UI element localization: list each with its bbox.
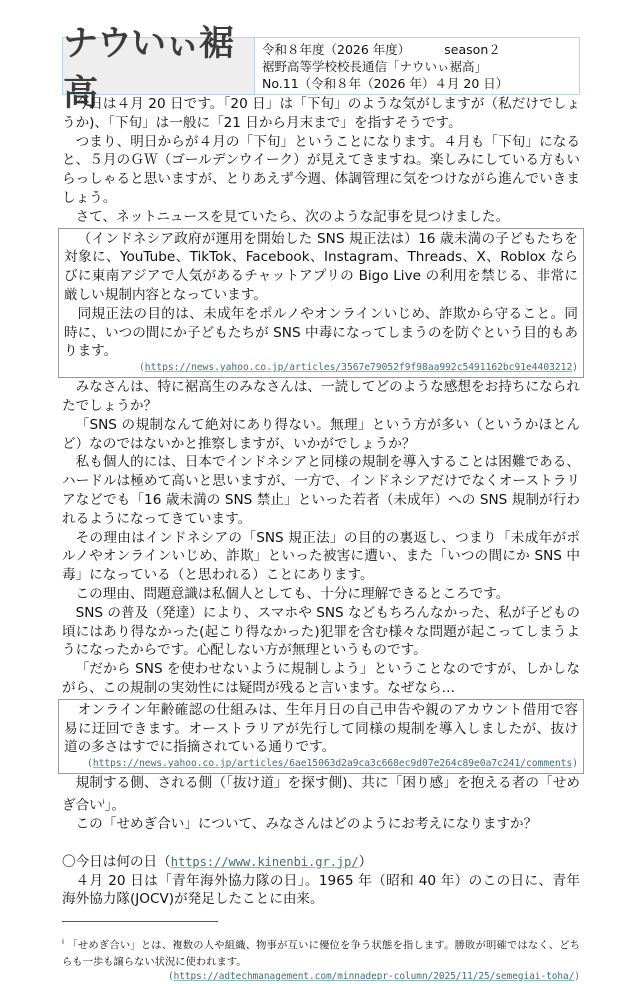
closing-text: 規制する側、される側（「抜け道」を探す側)、共に「困り感」を抱える者の「せめぎ合い (62, 775, 580, 814)
quoted-article-2 (58, 699, 584, 774)
quote-paragraph: オンライン年齢確認の仕組みは、生年月日の自己申告や親のアカウント借用で容易に迂回できます。オーストラリアが先行して同様の規制を導入しましたが、抜け道の多さはすでに指摘されている通りです。 (64, 701, 578, 756)
body-paragraph: その理由はインドネシアの「SNS 規正法」の目的の裏返し、つまり「未成年がポルノやオンラインいじめ、詐欺」といった被害に遭い、また「いつの間にか SNS 中毒」になっている（と思われる）ことにあります。 (62, 529, 580, 584)
footnote-text (62, 934, 580, 969)
footnote-reference[interactable]: i (102, 797, 105, 806)
issue-number-date: No.11（令和８年（2026 年）４月 20 日） (262, 76, 509, 91)
body-paragraph: この理由、問題意識は私個人としても、十分に理解できるところです。 (75, 585, 510, 602)
footnote-divider (62, 921, 218, 922)
body-paragraph: SNS の普及（発達）により、スマホや SNS などもちろんなかった、私が子どもの頃にはあり得なかった(起こり得なかった)犯罪を含む様々な問題が起こってしまうようになったからです。心配しない方が無理というものです。 (62, 604, 580, 659)
quote-source-link[interactable]: https://news.yahoo.co.jp/articles/3567e79052f9f98aa992c5491162bc91e4403212 (144, 362, 573, 374)
quote-source: (https://news.yahoo.co.jp/articles/6ae15063d2a9ca3c668ec9d07e264c89e0a7c241/comments) (87, 758, 578, 770)
today-heading-close: ） (358, 853, 373, 870)
issue-season: season２ (444, 42, 501, 57)
quote-source: (https://news.yahoo.co.jp/articles/3567e79052f9f98aa992c5491162bc91e4403212) (139, 362, 578, 374)
body-paragraph: 「だから SNS を使わせないように規制しよう」ということなのですが、しかしながら、この規制の実効性には疑問が残ると言います。なぜなら… (62, 661, 580, 696)
today-heading (62, 853, 580, 872)
intro-paragraph: 今日は４月 20 日です。「20 日」は「下旬」のような気がしますが（私だけでしょうか)、「下旬」は一般に「21 日から月末まで」を指すそうです。 (62, 96, 580, 131)
intro-paragraph: さて、ネットニュースを見ていたら、次のような記事を見つけました。 (75, 208, 510, 225)
issue-year-line (262, 41, 579, 58)
closing-question: この「せめぎ合い」について、みなさんはどのようにお考えになりますか？ (75, 816, 538, 833)
body-paragraph: 「SNS の規制なんて絶対にあり得ない。無理」という方が多い（というかほとんど）なのではないかと推察しますが、いかがでしょうか？ (62, 416, 580, 452)
closing-paragraph (62, 774, 580, 815)
body-paragraph: 私も個人的には、日本でインドネシアと同様の規制を導入することは困難である、ハードルは極めて高いと思いますが、一方で、インドネシアだけでなくオーストラリアなどでも「16 歳未満の SNS 禁止」といった若者（未成年）への SNS 規制が行われるようになってきています。 (62, 454, 580, 527)
footnote-source-link[interactable]: https://adtechmanagement.com/minnadepr-column/2025/11/25/semegiai-toha/ (173, 970, 575, 982)
issue-year: 令和８年度（2026 年度） (262, 42, 411, 57)
newsletter-page (62, 24, 580, 984)
quote-paragraph: 同規正法の目的は、未成年をポルノやオンラインいじめ、詐欺から守ること。同時に、いつの間にか子どもたちが SNS 中毒になってしまうのを防ぐという目的もあります。 (64, 305, 578, 360)
body-paragraph: みなさんは、特に裾高生のみなさんは、一読してどのような感想をお持ちになられたでしょうか？ (62, 379, 580, 414)
newsletter-name: 裾野高等学校校長通信「ナウいぃ裾高」 (262, 59, 488, 74)
spacer (62, 834, 580, 853)
footnote-source: (https://adtechmanagement.com/minnadepr-column/2025/11/25/semegiai-toha/) (167, 970, 580, 982)
kinenbi-link[interactable]: https://www.kinenbi.gr.jp/ (170, 854, 359, 869)
article-content (62, 95, 580, 984)
newsletter-logo: ナウいぃ裾高 (63, 38, 255, 94)
closing-text: 」。 (104, 797, 126, 814)
today-heading-label: 〇今日は何の日（ (62, 853, 171, 870)
intro-paragraph: つまり、明日からが４月の「下旬」ということになります。４月も「下旬」になると、５月のＧＷ（ゴールデンウイーク）が見えてきますね。楽しみにしている方もいらっしゃると思いますが、とりあえず今週、体調管理に気をつけながら進んでいきましょう。 (62, 133, 580, 206)
footnote-body: 「せめぎ合い」とは、複数の人や組織、物事が互いに優位を争う状態を指します。勝敗が明確ではなく、どちらも一歩も譲らない状況に使われます。 (62, 939, 580, 968)
footnote-marker: i (62, 938, 64, 947)
today-text: ４月 20 日は「青年海外協力隊の日」。1965 年（昭和 40 年）のこの日に、青年海外協力隊(JOCV)が発足したことに由来。 (62, 872, 580, 908)
quote-source-link[interactable]: https://news.yahoo.co.jp/articles/6ae15063d2a9ca3c668ec9d07e264c89e0a7c241/comments (92, 758, 573, 770)
issue-info (255, 38, 579, 94)
quote-paragraph: （インドネシア政府が運用を開始した SNS 規正法は）16 歳未満の子どもたちを対象に、YouTube、TikTok、Facebook、Instagram、Threads、X、Roblox ならびに東南アジアで人気があるチャットアプリの Bigo Live の利用を禁じる、非常に厳しい規制内容となっています。 (64, 230, 578, 303)
footnote (62, 934, 580, 983)
quoted-article-1 (58, 228, 584, 379)
